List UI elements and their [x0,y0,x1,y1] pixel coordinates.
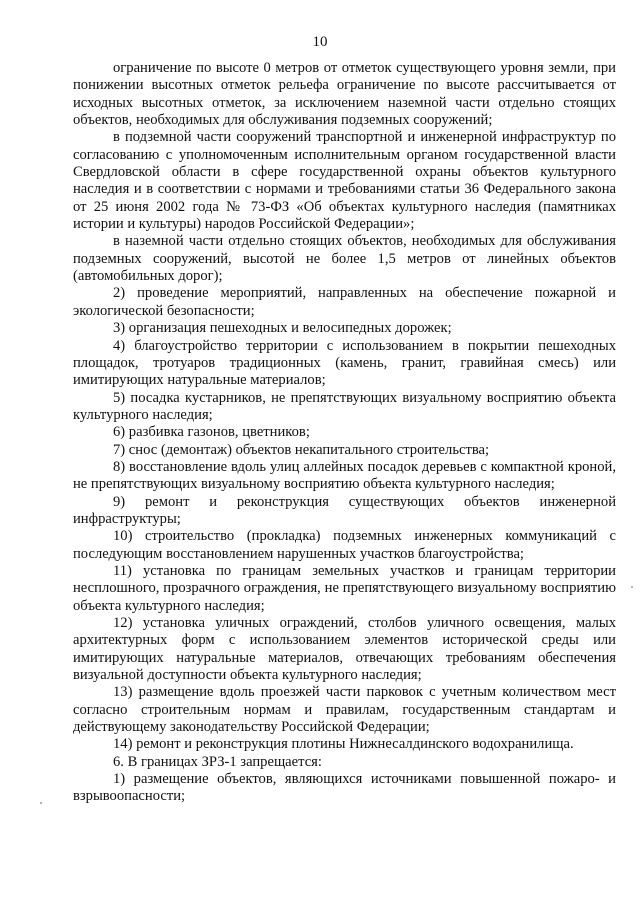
page-number: 10 [312,34,328,50]
paragraph: в наземной части отдельно стоящих объектов, необходимых для обслуживания подземных сооружений, высотой не более 1,5 метров от линейных объектов (автомобильных дорог); [73,233,616,285]
list-item: 1) размещение объектов, являющихся источниками повышенной пожаро- и взрывоопасности; [73,771,616,805]
list-item: 12) установка уличных ограждений, столбов уличного освещения, малых архитектурных форм с использованием элементов исторической среды или имитирующих натуральные материалов, отвечающих требованиям обеспечения визуальной доступности объекта культурного наследия; [73,615,616,684]
paragraph: ограничение по высоте 0 метров от отметок существующего уровня земли, при понижении высотных отметок рельефа ограничение по высоте рассчитывается от исходных высотных отметок, за исключением наземной части отдельно стоящих объектов, необходимых для обслуживания подземных сооружений; [73,60,616,129]
list-item: 11) установка по границам земельных участков и границам территории несплошного, прозрачного ограждения, не препятствующего визуальному восприятию объекта культурного наследия; [73,562,616,614]
section-heading: 6. В границах ЗРЗ-1 запрещается: [113,753,322,770]
list-item: 7) снос (демонтаж) объектов некапитального строительства; [113,441,490,458]
paragraph: в подземной части сооружений транспортной и инженерной инфраструктур по согласованию с уполномоченным исполнительным органом государственной власти Свердловской области в сфере государственной охраны объектов культурного наследия и в соответствии с нормами и требованиями статьи 36 Федерального закона от 25 июня 2002 года № 73-ФЗ «Об объектах культурного наследия (памятниках истории и культуры) народов Российской Федерации»; [73,129,616,233]
list-item: 13) размещение вдоль проезжей части парковок с учетным количеством мест согласно строительным нормам и правилам, государственным стандартам и действующему законодательству Российской Федерации; [73,684,616,736]
scan-dot [631,586,633,588]
list-item: 3) организация пешеходных и велосипедных дорожек; [113,320,452,337]
list-item: 8) восстановление вдоль улиц аллейных посадок деревьев с компактной кроной, не препятствующих визуальному восприятию объекта культурного наследия; [73,458,616,493]
list-item: 14) ремонт и реконструкция плотины Нижнесалдинского водохранилища. [113,736,574,753]
list-item: 9) ремонт и реконструкция существующих объектов инженерной инфраструктуры; [73,493,616,527]
document-body [73,60,616,806]
list-item: 10) строительство (прокладка) подземных инженерных коммуникаций с последующим восстановлением нарушенных участков благоустройства; [73,528,616,562]
list-item: 4) благоустройство территории с использованием в покрытии пешеходных площадок, тротуаров традиционных (камень, гранит, гравийная смесь) или имитирующих натуральные материалов; [73,337,616,389]
list-item: 5) посадка кустарников, не препятствующих визуальному восприятию объекта культурного наследия; [73,389,616,423]
scan-dot [40,802,42,804]
list-item: 6) разбивка газонов, цветников; [113,424,310,441]
list-item: 2) проведение мероприятий, направленных на обеспечение пожарной и экологической безопасности; [73,285,616,319]
